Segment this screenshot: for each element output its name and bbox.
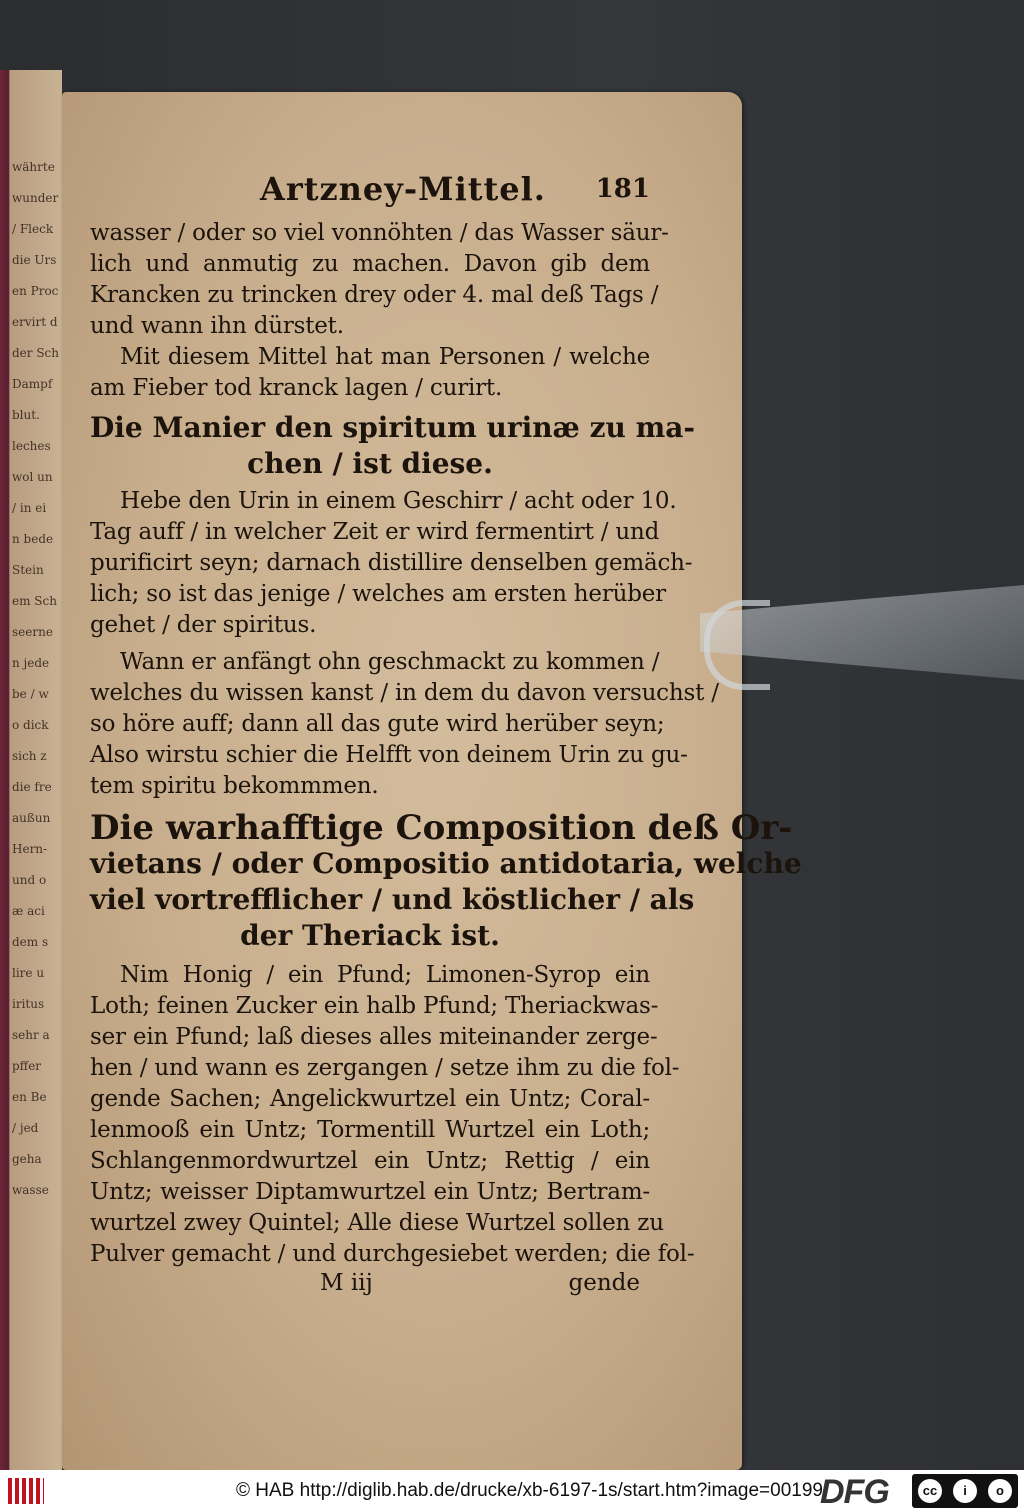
footer-bar xyxy=(0,1470,1024,1512)
bookmark-clip-loop xyxy=(704,600,770,690)
text-line: ser ein Pfund; laß dieses alles miteinander zerge- xyxy=(90,1024,658,1050)
copyright-link[interactable]: © HAB http://diglib.hab.de/drucke/xb-6197-1s/start.htm?image=00199 xyxy=(236,1480,823,1501)
previous-page-text-fragment: iritus xyxy=(12,997,45,1011)
paragraph-4 xyxy=(90,647,719,802)
previous-page-text-fragment: / in ei xyxy=(12,501,47,515)
previous-page-text-fragment: leches xyxy=(12,439,51,453)
section-heading-1 xyxy=(90,410,696,482)
previous-page-text-fragment: n bede xyxy=(12,532,54,546)
text-line: hen / und wann es zergangen / setze ihm zu die fol- xyxy=(90,1055,680,1081)
text-line: Pulver gemacht / und durchgesiebet werden; die fol- xyxy=(90,1241,695,1267)
previous-page-text-fragment: ervirt d xyxy=(12,315,58,329)
previous-page-text-fragment: seerne xyxy=(12,625,53,639)
paragraph-5 xyxy=(90,960,695,1270)
page-footer xyxy=(90,1270,650,1304)
previous-page-text-fragment: æ aci xyxy=(12,904,45,918)
signature-mark: M iij xyxy=(320,1270,373,1296)
previous-page-text-fragment: Hern- xyxy=(12,842,48,856)
previous-page-edge xyxy=(0,70,62,1470)
text-line: Wann er anfängt ohn geschmackt zu kommen / xyxy=(120,649,660,675)
dfg-logo: DFG xyxy=(820,1473,889,1511)
paragraph-2 xyxy=(90,342,650,404)
cc-license-badge[interactable] xyxy=(912,1474,1018,1508)
text-line: Loth; feinen Zucker ein halb Pfund; Theriackwas- xyxy=(90,993,659,1019)
text-line: und wann ihn dürstet. xyxy=(90,313,344,339)
previous-page-text-fragment: sich z xyxy=(12,749,47,763)
text-line: am Fieber tod kranck lagen / curirt. xyxy=(90,375,503,401)
heading-line: vietans / oder Compositio antidotaria, welche xyxy=(90,847,802,880)
previous-page-text-fragment: blut. xyxy=(12,408,40,422)
hab-logo-icon xyxy=(8,1478,44,1504)
text-line: gehet / der spiritus. xyxy=(90,612,317,638)
previous-page-text-fragment: pffer xyxy=(12,1059,42,1073)
previous-page-text-fragment: o dick xyxy=(12,718,49,732)
text-line: wurtzel zwey Quintel; Alle diese Wurtzel sollen zu xyxy=(90,1210,664,1236)
previous-page-text-fragment: wol un xyxy=(12,470,53,484)
previous-page-text-fragment: em Sch xyxy=(12,594,57,608)
text-line: Hebe den Urin in einem Geschirr / acht oder 10. xyxy=(120,488,677,514)
previous-page-text-fragment: und o xyxy=(12,873,47,887)
by-attribution-icon: i xyxy=(953,1479,977,1503)
previous-page-text-fragment: die fre xyxy=(12,780,52,794)
text-line: lenmooß ein Untz; Tormentill Wurtzel ein Loth; xyxy=(90,1117,650,1143)
previous-page-text-fragment: en Proc xyxy=(12,284,59,298)
paragraph-3 xyxy=(90,486,693,641)
heading-line: chen / ist diese. xyxy=(247,447,493,480)
text-line: lich; so ist das jenige / welches am ersten herüber xyxy=(90,581,666,607)
text-line: tem spiritu bekommmen. xyxy=(90,773,379,799)
text-line: lich und anmutig zu machen. Davon gib dem xyxy=(90,251,650,277)
previous-page-text-fragment: wunder xyxy=(12,191,59,205)
previous-page-text-fragment: / jed xyxy=(12,1121,39,1135)
page-number: 181 xyxy=(595,174,650,204)
previous-page-text-fragment: Dampf xyxy=(12,377,53,391)
previous-page-text-fragment: n jede xyxy=(12,656,50,670)
previous-page-text-fragment: währte xyxy=(12,160,55,174)
text-line: wasser / oder so viel vonnöhten / das Wasser säur- xyxy=(90,220,669,246)
text-line: Tag auff / in welcher Zeit er wird fermentirt / und xyxy=(90,519,660,545)
paragraph-1 xyxy=(90,218,669,342)
previous-page-text-fragment: / Fleck xyxy=(12,222,54,236)
text-line: Also wirstu schier die Helfft von deinem Urin zu gu- xyxy=(90,742,688,768)
heading-line: viel vortrefflicher / und köstlicher / als xyxy=(90,883,695,916)
previous-page-text-fragment: en Be xyxy=(12,1090,47,1104)
text-line: Untz; weisser Diptamwurtzel ein Untz; Bertram- xyxy=(90,1179,650,1205)
section-heading-2 xyxy=(90,808,802,954)
text-line: purificirt seyn; darnach distillire denselben gemäch- xyxy=(90,550,693,576)
heading-line: Die Manier den spiritum urinæ zu ma- xyxy=(90,411,696,444)
text-line: Mit diesem Mittel hat man Personen / welche xyxy=(120,344,650,370)
previous-page-text-fragment: Stein xyxy=(12,563,44,577)
text-line: welches du wissen kanst / in dem du davon versuchst / xyxy=(90,680,719,706)
cc-icon: cc xyxy=(918,1479,942,1503)
text-line: so höre auff; dann all das gute wird herüber seyn; xyxy=(90,711,665,737)
heading-line: der Theriack ist. xyxy=(240,919,500,952)
previous-page-text-fragment: der Sch xyxy=(12,346,60,360)
page-header xyxy=(90,170,650,218)
previous-page-text-fragment: lire u xyxy=(12,966,45,980)
previous-page-text-fragment: wasse xyxy=(12,1183,49,1197)
page-text xyxy=(90,170,802,1304)
sa-share-alike-icon: o xyxy=(988,1479,1012,1503)
previous-page-text-fragment: sehr a xyxy=(12,1028,50,1042)
previous-page-text-fragment: be / w xyxy=(12,687,49,701)
text-line: Krancken zu trincken drey oder 4. mal deß Tags / xyxy=(90,282,659,308)
text-line: gende Sachen; Angelickwurtzel ein Untz; Coral- xyxy=(90,1086,650,1112)
catchword: gende xyxy=(568,1270,640,1296)
heading-line: Die warhafftige Composition deß Or- xyxy=(90,808,793,848)
previous-page-text-fragment: dem s xyxy=(12,935,49,949)
running-title: Artzney-Mittel. xyxy=(260,170,546,208)
text-line: Schlangenmordwurtzel ein Untz; Rettig / ein xyxy=(90,1148,650,1174)
previous-page-text-fragment: geha xyxy=(12,1152,42,1166)
previous-page-text-fragment: außun xyxy=(12,811,51,825)
text-line: Nim Honig / ein Pfund; Limonen-Syrop ein xyxy=(120,962,650,988)
previous-page-text-fragment: die Urs xyxy=(12,253,57,267)
